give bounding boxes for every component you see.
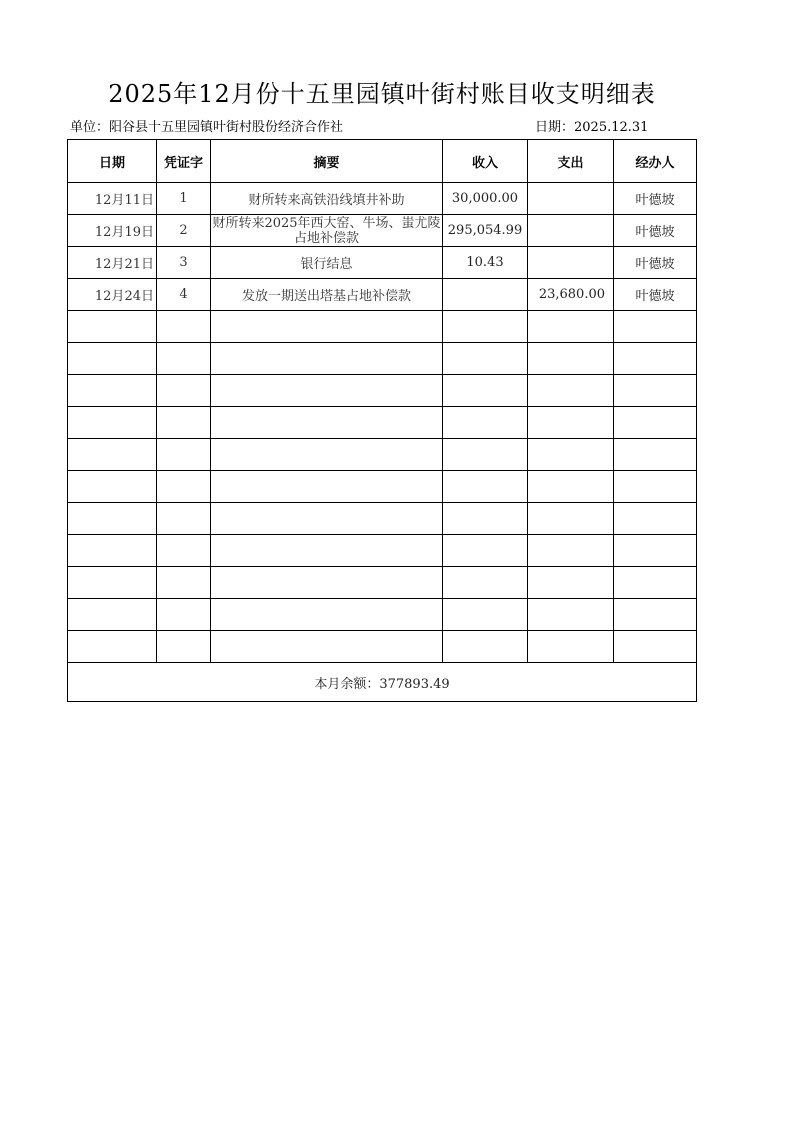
balance-row [68, 663, 697, 702]
cell-expense [528, 535, 614, 567]
cell-expense [528, 439, 614, 471]
cell-date [68, 599, 157, 631]
empty-row [68, 407, 697, 439]
table-row [68, 215, 697, 247]
column-header-date: 日期 [68, 140, 157, 183]
cell-summary [211, 375, 443, 407]
table-row [68, 247, 697, 279]
empty-row [68, 631, 697, 663]
cell-expense [528, 631, 614, 663]
table-row [68, 279, 697, 311]
cell-voucher [157, 471, 211, 503]
cell-income [443, 503, 528, 535]
cell-summary [211, 535, 443, 567]
cell-voucher: 1 [157, 183, 211, 215]
cell-expense [528, 311, 614, 343]
cell-voucher [157, 631, 211, 663]
cell-date [68, 439, 157, 471]
cell-summary [211, 599, 443, 631]
cell-expense [528, 343, 614, 375]
cell-income [443, 599, 528, 631]
column-header-voucher: 凭证字 [157, 140, 211, 183]
cell-voucher [157, 503, 211, 535]
table-header-row [68, 140, 697, 183]
ledger-table [67, 139, 697, 702]
cell-voucher [157, 343, 211, 375]
cell-income [443, 631, 528, 663]
empty-row [68, 599, 697, 631]
cell-voucher [157, 407, 211, 439]
empty-row [68, 471, 697, 503]
cell-expense [528, 215, 614, 247]
table-row [68, 183, 697, 215]
cell-voucher [157, 311, 211, 343]
cell-summary-text: 财所转来2025年西大窑、牛场、蚩尤陵占地补偿款 [212, 215, 441, 246]
cell-voucher [157, 535, 211, 567]
cell-income [443, 375, 528, 407]
cell-summary [211, 215, 443, 247]
cell-date [68, 311, 157, 343]
cell-handler: 叶德坡 [614, 279, 697, 311]
cell-voucher: 4 [157, 279, 211, 311]
cell-date [68, 503, 157, 535]
cell-summary [211, 631, 443, 663]
column-header-summary: 摘要 [211, 140, 443, 183]
cell-expense [528, 503, 614, 535]
cell-handler: 叶德坡 [614, 247, 697, 279]
cell-date [68, 567, 157, 599]
cell-income: 30,000.00 [443, 183, 528, 215]
cell-date: 12月24日 [68, 279, 157, 311]
cell-summary [211, 311, 443, 343]
cell-date: 12月19日 [68, 215, 157, 247]
cell-expense [528, 567, 614, 599]
cell-voucher [157, 599, 211, 631]
cell-summary [211, 407, 443, 439]
cell-income: 10.43 [443, 247, 528, 279]
cell-income: 295,054.99 [443, 215, 528, 247]
cell-expense: 23,680.00 [528, 279, 614, 311]
cell-handler [614, 311, 697, 343]
cell-summary: 发放一期送出塔基占地补偿款 [211, 279, 443, 311]
cell-handler: 叶德坡 [614, 215, 697, 247]
empty-row [68, 439, 697, 471]
report-date: 日期：2025.12.31 [535, 120, 649, 135]
cell-expense [528, 183, 614, 215]
cell-summary [211, 503, 443, 535]
cell-handler [614, 567, 697, 599]
cell-income [443, 471, 528, 503]
unit-label: 单位：阳谷县十五里园镇叶街村股份经济合作社 [70, 120, 344, 135]
column-header-income: 收入 [443, 140, 528, 183]
cell-handler [614, 439, 697, 471]
cell-summary [211, 439, 443, 471]
cell-date [68, 343, 157, 375]
cell-handler: 叶德坡 [614, 183, 697, 215]
cell-date [68, 535, 157, 567]
empty-row [68, 375, 697, 407]
cell-voucher: 3 [157, 247, 211, 279]
cell-handler [614, 343, 697, 375]
cell-handler [614, 375, 697, 407]
cell-handler [614, 631, 697, 663]
cell-summary [211, 567, 443, 599]
cell-handler [614, 535, 697, 567]
column-header-expense: 支出 [528, 140, 614, 183]
cell-handler [614, 599, 697, 631]
cell-date: 12月21日 [68, 247, 157, 279]
cell-date: 12月11日 [68, 183, 157, 215]
cell-date [68, 631, 157, 663]
cell-handler [614, 407, 697, 439]
empty-row [68, 311, 697, 343]
cell-expense [528, 247, 614, 279]
cell-expense [528, 599, 614, 631]
empty-row [68, 343, 697, 375]
cell-expense [528, 375, 614, 407]
cell-summary [211, 343, 443, 375]
empty-row [68, 503, 697, 535]
cell-income [443, 567, 528, 599]
cell-summary: 财所转来高铁沿线填井补助 [211, 183, 443, 215]
cell-summary: 银行结息 [211, 247, 443, 279]
cell-income [443, 279, 528, 311]
cell-income [443, 311, 528, 343]
cell-income [443, 343, 528, 375]
cell-voucher [157, 375, 211, 407]
cell-date [68, 407, 157, 439]
cell-income [443, 439, 528, 471]
cell-summary [211, 471, 443, 503]
cell-date [68, 375, 157, 407]
cell-expense [528, 471, 614, 503]
cell-voucher [157, 439, 211, 471]
cell-voucher [157, 567, 211, 599]
month-balance: 本月余额：377893.49 [68, 663, 697, 702]
cell-voucher: 2 [157, 215, 211, 247]
cell-income [443, 535, 528, 567]
cell-expense [528, 407, 614, 439]
cell-handler [614, 503, 697, 535]
empty-row [68, 567, 697, 599]
cell-income [443, 407, 528, 439]
cell-date [68, 471, 157, 503]
cell-handler [614, 471, 697, 503]
empty-row [68, 535, 697, 567]
page-title: 2025年12月份十五里园镇叶街村账目收支明细表 [108, 80, 656, 108]
column-header-handler: 经办人 [614, 140, 697, 183]
